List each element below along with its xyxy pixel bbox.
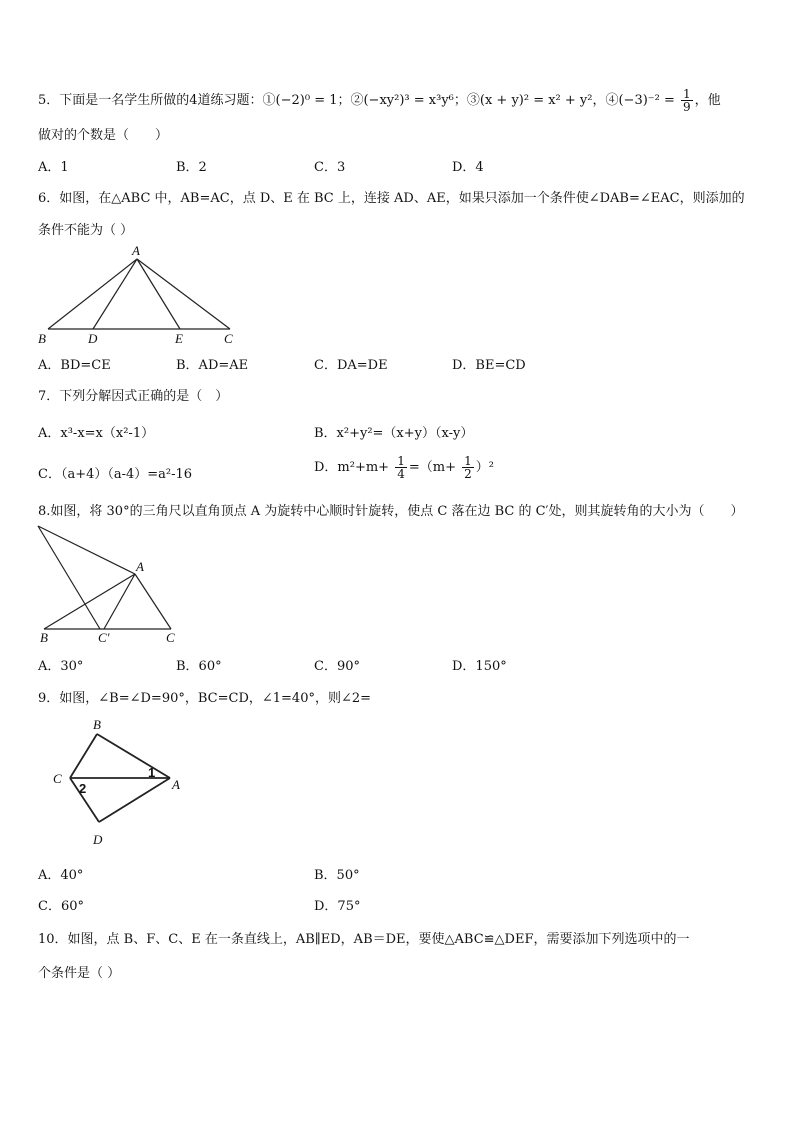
q7-option-d-frac1-den: 4 xyxy=(397,467,405,481)
q9-option-d: D．75° xyxy=(314,899,361,914)
q6-stem-line2: 条件不能为（ ） xyxy=(38,223,134,238)
q9-option-b: B．50° xyxy=(314,868,360,883)
q9-stem: 9．如图，∠B=∠D=90°，BC=CD，∠1=40°，则∠2= xyxy=(38,691,372,706)
q5-stem-line1 xyxy=(38,88,721,113)
q5-option-b: B．2 xyxy=(176,160,207,175)
q6-stem-line1: 6．如图，在△ABC 中，AB=AC，点 D、E 在 BC 上，连接 AD、AE，如果只添加一个条件使∠DAB=∠EAC，则添加的 xyxy=(38,191,745,206)
q9-label-d: D xyxy=(93,832,103,847)
q7-option-d-mid: =（m+ xyxy=(408,460,456,475)
q9-kite-figure xyxy=(45,712,195,852)
q6-option-d: D．BE=CD xyxy=(452,358,526,373)
q8-option-d: D．150° xyxy=(452,659,507,674)
q6-label-a: A xyxy=(132,243,140,258)
q6-option-b: B．AD=AE xyxy=(176,358,249,373)
q9-option-a: A．40° xyxy=(38,868,84,883)
q10-stem-line1: 10．如图，点 B、F、C、E 在一条直线上，AB∥ED，AB＝DE，要使△ABC≌△DEF，需要添加下列选项中的一 xyxy=(38,932,690,947)
q5-stem-end: ，他 xyxy=(694,93,721,108)
q7-stem: 7．下列分解因式正确的是（ ） xyxy=(38,389,229,404)
q5-option-c: C．3 xyxy=(314,160,346,175)
q8-label-b: B xyxy=(40,630,48,645)
q8-stem: 8.如图，将 30°的三角尺以直角顶点 A 为旋转中心顺时针旋转，使点 C 落在边 BC 的 C′处，则其旋转角的大小为（ ） xyxy=(38,504,744,519)
q8-label-a: A xyxy=(136,559,144,574)
q6-option-c: C．DA=DE xyxy=(314,358,388,373)
q7-option-d-frac2-den: 2 xyxy=(464,467,472,481)
q6-triangle-figure xyxy=(30,242,250,350)
q7-option-d-end: ）² xyxy=(475,460,494,475)
q5-frac-num: 1 xyxy=(683,87,691,101)
q10-stem-line2: 个条件是（ ） xyxy=(38,966,121,981)
q6-label-d: D xyxy=(88,331,98,346)
q5-option-d: D．4 xyxy=(452,160,484,175)
q7-option-d-pre: D．m²+m+ xyxy=(314,460,390,475)
q9-angle-1-label: 1 xyxy=(148,765,156,780)
q7-option-d-frac1 xyxy=(395,455,407,480)
q7-option-d xyxy=(314,455,494,480)
q5-stem-line2: 做对的个数是（ ） xyxy=(38,128,169,143)
q5-frac-den: 9 xyxy=(683,100,691,114)
q7-option-a: A．x³-x=x（x²-1） xyxy=(38,426,155,441)
q9-label-b: B xyxy=(93,717,101,732)
q6-option-a: A．BD=CE xyxy=(38,358,111,373)
q7-option-d-frac2-num: 1 xyxy=(464,454,472,468)
q8-label-c-prime: C′ xyxy=(98,630,110,645)
q5-option-a: A．1 xyxy=(38,160,69,175)
q9-label-a: A xyxy=(172,777,180,792)
q6-label-e: E xyxy=(175,331,183,346)
q8-option-a: A．30° xyxy=(38,659,84,674)
q8-option-c: C．90° xyxy=(314,659,360,674)
q9-option-c: C．60° xyxy=(38,899,84,914)
q9-label-c: C xyxy=(53,771,62,786)
q8-option-b: B．60° xyxy=(176,659,222,674)
q8-rotation-figure xyxy=(30,520,190,646)
q6-label-c: C xyxy=(224,331,233,346)
q5-stem-text: 5．下面是一名学生所做的4道练习题：①(−2)⁰ = 1；②(−xy²)³ = x³y⁶；③(x + y)² = x² + y²，④(−3)⁻² = xyxy=(38,93,675,108)
q8-label-c: C xyxy=(166,630,175,645)
q5-fraction xyxy=(681,88,693,113)
q7-option-d-frac1-num: 1 xyxy=(397,454,405,468)
q6-label-b: B xyxy=(38,331,46,346)
q7-option-c: C．（a+4）（a-4）=a²-16 xyxy=(38,467,193,482)
q7-option-d-frac2 xyxy=(462,455,474,480)
q7-option-b: B．x²+y²=（x+y）（x-y） xyxy=(314,426,474,441)
q9-angle-2-label: 2 xyxy=(79,781,87,796)
